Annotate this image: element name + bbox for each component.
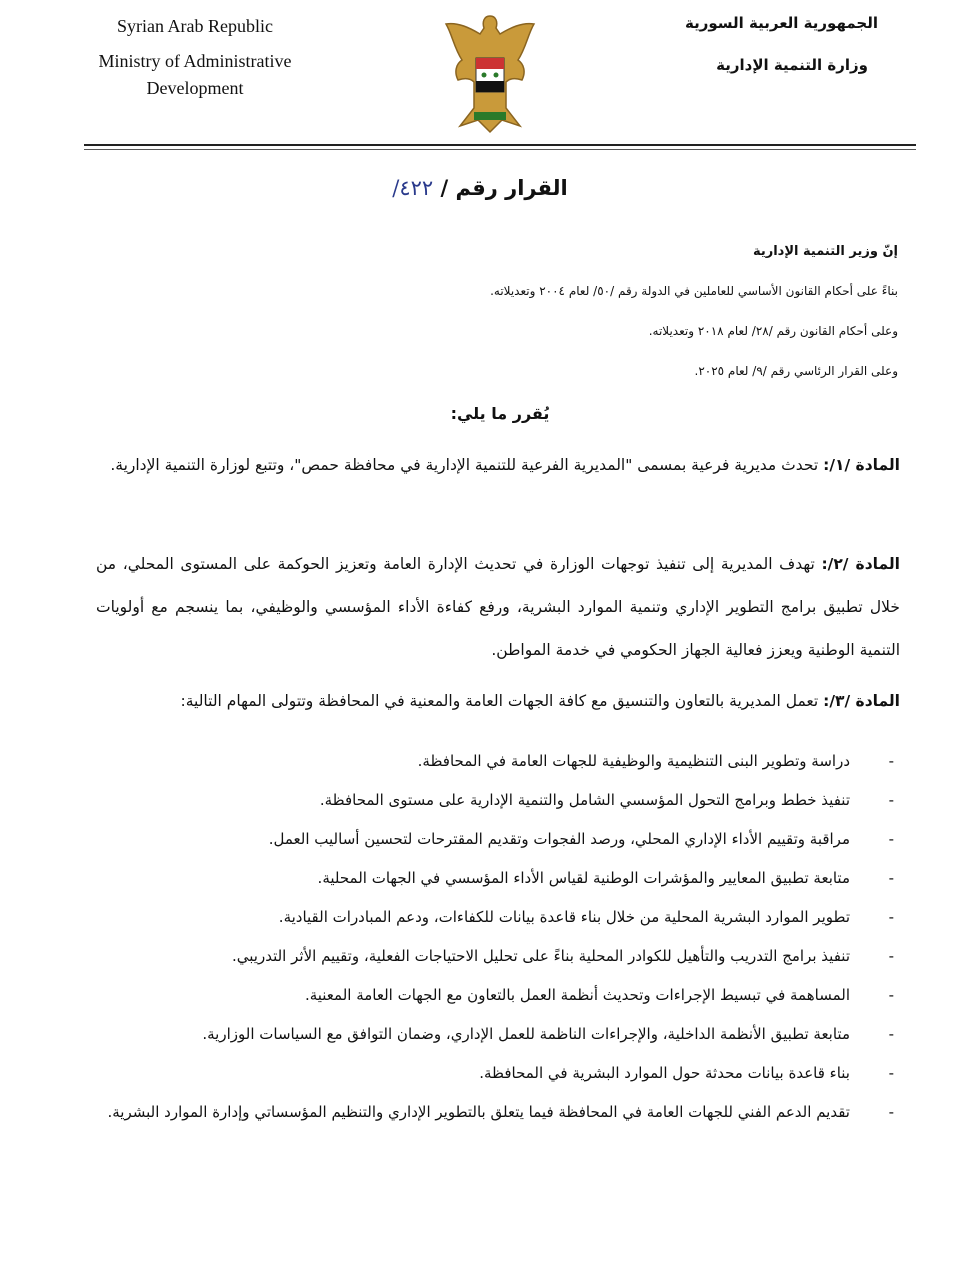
bullet: - <box>888 1103 894 1121</box>
preamble-minister: إنّ وزير التنمية الإدارية <box>752 244 898 259</box>
article-1 <box>96 444 900 487</box>
list-item <box>96 937 894 976</box>
arabic-letterhead <box>685 14 878 98</box>
article-2 <box>96 543 900 672</box>
article-3 <box>96 680 900 723</box>
decides-heading: يُقرر ما يلي: <box>450 404 550 423</box>
bullet: - <box>888 986 894 1004</box>
list-item <box>96 1093 894 1132</box>
article-text: تعمل المديرية بالتعاون والتنسيق مع كافة الجهات العامة والمعنية في المحافظة وتتولى المهام التالية: <box>180 692 824 710</box>
ministry-name-ar: وزارة التنمية الإدارية <box>716 56 868 74</box>
list-item <box>96 742 894 781</box>
preamble-line: وعلى القرار الرئاسي رقم /٩/ لعام ٢٠٢٥. <box>694 364 898 378</box>
list-item <box>96 1054 894 1093</box>
task-text: تقديم الدعم الفني للجهات العامة في المحافظة فيما يتعلق بالتطوير الإداري والتنظيم المؤسساتي وإدارة الموارد البشرية. <box>107 1103 850 1121</box>
decision-label: القرار رقم / <box>440 176 568 200</box>
list-item <box>96 820 894 859</box>
bullet: - <box>888 752 894 770</box>
bullet: - <box>888 1025 894 1043</box>
list-item <box>96 976 894 1015</box>
country-name-ar: الجمهورية العربية السورية <box>685 14 878 32</box>
bullet: - <box>888 947 894 965</box>
task-text: متابعة تطبيق المعايير والمؤشرات الوطنية لقياس الأداء المؤسسي في الجهات المحلية. <box>317 869 850 887</box>
article-label: المادة /٢/: <box>821 555 900 573</box>
bullet: - <box>888 1064 894 1082</box>
article-text: تهدف المديرية إلى تنفيذ توجهات الوزارة في تحديث الإدارة العامة وتعزيز الحوكمة على المستوى المحلي، من خلال تطبيق برامج التطوير الإداري وتنمية الموارد البشرية، ورفع كفاءة الأداء المؤسسي والوظيفي، بما ينسجم مع أولويات التنمية الوطنية ويعزز فعالية الجهاز الحكومي في خدمة المواطن. <box>96 555 900 659</box>
article-label: المادة /٣/: <box>823 692 900 710</box>
bullet: - <box>888 869 894 887</box>
header-divider <box>84 144 916 146</box>
task-text: مراقبة وتقييم الأداء الإداري المحلي، ورصد الفجوات وتقديم المقترحات لتحسين أساليب العمل. <box>268 830 850 848</box>
task-list <box>96 742 894 1132</box>
ministry-name-en-1: Ministry of Administrative <box>98 51 292 71</box>
list-item <box>96 859 894 898</box>
decision-title <box>0 176 960 200</box>
task-text: تنفيذ برامج التدريب والتأهيل للكوادر المحلية بناءً على تحليل الاحتياجات الفعلية، وتقييم الأثر التدريبي. <box>232 947 850 965</box>
task-text: متابعة تطبيق الأنظمة الداخلية، والإجراءات الناظمة للعمل الإداري، وضمان التوافق مع السياسات الوزارية. <box>202 1025 850 1043</box>
bullet: - <box>888 908 894 926</box>
bullet: - <box>888 791 894 809</box>
list-item <box>96 781 894 820</box>
preamble-line: بناءً على أحكام القانون الأساسي للعاملين في الدولة رقم /٥٠/ لعام ٢٠٠٤ وتعديلاته. <box>490 284 898 298</box>
ministry-name-en-2: Development <box>146 78 244 98</box>
task-text: تنفيذ خطط وبرامج التحول المؤسسي الشامل والتنمية الإدارية على مستوى المحافظة. <box>319 791 850 809</box>
task-text: المساهمة في تبسيط الإجراءات وتحديث أنظمة العمل بالتعاون مع الجهات العامة المعنية. <box>304 986 850 1004</box>
article-label: المادة /١/: <box>823 456 900 474</box>
task-text: تطوير الموارد البشرية المحلية من خلال بناء قاعدة بيانات للكفاءات، ودعم المبادرات القيادية. <box>278 908 850 926</box>
task-text: دراسة وتطوير البنى التنظيمية والوظيفية للجهات العامة في المحافظة. <box>417 752 850 770</box>
article-text: تحدث مديرية فرعية بمسمى "المديرية الفرعية للتنمية الإدارية في محافظة حمص"، وتتبع لوزارة التنمية الإدارية. <box>110 456 824 474</box>
country-name-en: Syrian Arab Republic <box>117 16 273 36</box>
eagle-emblem-icon <box>440 8 540 138</box>
preamble-line: وعلى أحكام القانون رقم /٢٨/ لعام ٢٠١٨ وتعديلاته. <box>648 324 898 338</box>
english-letterhead <box>80 10 310 104</box>
task-text: بناء قاعدة بيانات محدثة حول الموارد البشرية في المحافظة. <box>479 1064 850 1082</box>
decision-number: ٤٢٢/ <box>392 176 434 200</box>
header-divider-thin <box>84 149 916 150</box>
bullet: - <box>888 830 894 848</box>
list-item <box>96 1015 894 1054</box>
list-item <box>96 898 894 937</box>
